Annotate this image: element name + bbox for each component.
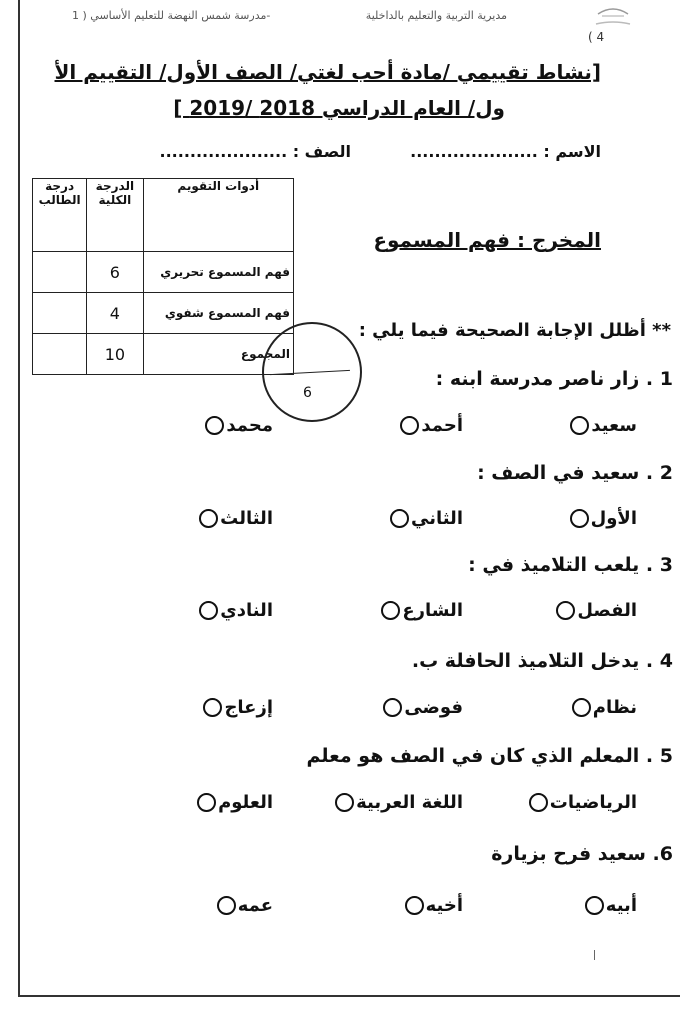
radio-circle-icon[interactable] [529,793,548,812]
option-q4-b[interactable] [383,697,463,718]
table-header-total: الدرجة الكلية [87,179,143,252]
option-q4-a[interactable] [572,697,637,718]
option-label: الرياضيات [549,792,637,813]
question-4: 4 . يدخل التلاميذ الحافلة ب. [411,650,673,672]
table-cell-student [33,334,87,375]
radio-circle-icon[interactable] [381,601,400,620]
option-label: الثالث [220,508,273,529]
radio-circle-icon[interactable] [217,896,236,915]
school-header: مدرسة شمس النهضة للتعليم الأساسي ( 1- [72,9,271,22]
class-field-label: الصف : ..................... [159,142,351,161]
option-q4-c[interactable] [203,697,273,718]
option-q6-c[interactable] [217,895,273,916]
table-cell-total: 10 [87,334,143,375]
option-label: الأول [590,508,637,529]
question-6: 6. سعيد فرح بزيارة [491,843,673,865]
question-3: 3 . يلعب التلاميذ في : [468,554,673,576]
option-label: فوضى [404,697,463,718]
option-q2-a[interactable] [570,508,637,529]
option-label: أحمد [421,415,463,436]
question-1: 1 . زار ناصر مدرسة ابنه : [435,368,673,390]
option-label: الفصل [577,600,637,621]
radio-circle-icon[interactable] [335,793,354,812]
option-q2-c[interactable] [199,508,273,529]
option-label: سعيد [591,415,637,436]
option-label: الثاني [410,508,463,529]
option-label: العلوم [218,792,273,813]
radio-circle-icon[interactable] [572,698,591,717]
table-cell-student [33,293,87,334]
question-2: 2 . سعيد في الصف : [477,462,673,484]
option-label: محمد [226,415,273,436]
option-q2-b[interactable] [390,508,463,529]
radio-circle-icon[interactable] [199,601,218,620]
radio-circle-icon[interactable] [197,793,216,812]
radio-circle-icon[interactable] [405,896,424,915]
table-cell-total: 4 [87,293,143,334]
instruction-text: ** أظلل الإجابة الصحيحة فيما يلي : [358,320,671,341]
option-label: نظام [592,697,637,718]
table-header-tools: أدوات التقويم [143,179,293,252]
page-tick-mark [594,950,595,960]
radio-circle-icon[interactable] [570,416,589,435]
page-mark: ( 4 [588,30,605,44]
title-line-2: ول/ العام الدراسي 2018 /2019 ] [173,96,505,120]
option-q5-a[interactable] [529,792,637,813]
grade-table [32,178,294,375]
option-q1-c[interactable] [205,415,273,436]
score-mark: 6 [303,385,312,401]
name-field-label: الاسم : ..................... [410,142,601,161]
question-5: 5 . المعلم الذي كان في الصف هو معلم [306,745,673,767]
option-label: أخيه [425,895,463,916]
outcome-heading: المخرج : فهم المسموع [373,228,601,252]
option-label: الشارع [402,600,463,621]
radio-circle-icon[interactable] [556,601,575,620]
radio-circle-icon[interactable] [570,509,589,528]
option-q5-b[interactable] [335,792,463,813]
title-line-1: [نشاط تقييمي /مادة أحب لغتي/ الصف الأول/ التقييم الأ [54,60,601,84]
table-cell-tool: فهم المسموع شفوي [143,293,293,334]
table-cell-tool: فهم المسموع تحريري [143,252,293,293]
option-q1-b[interactable] [400,415,463,436]
option-q3-b[interactable] [381,600,463,621]
option-label: اللغة العربية [356,792,463,813]
option-q5-c[interactable] [197,792,273,813]
table-header-student: درجة الطالب [33,179,87,252]
option-q6-a[interactable] [585,895,637,916]
radio-circle-icon[interactable] [199,509,218,528]
option-label: أبيه [605,895,637,916]
option-label: عمه [237,895,273,916]
table-cell-student [33,252,87,293]
radio-circle-icon[interactable] [585,896,604,915]
option-label: النادي [220,600,273,621]
radio-circle-icon[interactable] [205,416,224,435]
table-cell-tool: المجموع [143,334,293,375]
option-q1-a[interactable] [570,415,637,436]
option-q3-a[interactable] [556,600,637,621]
radio-circle-icon[interactable] [390,509,409,528]
radio-circle-icon[interactable] [400,416,419,435]
radio-circle-icon[interactable] [383,698,402,717]
table-cell-total: 6 [87,252,143,293]
ministry-header: مديرية التربية والتعليم بالداخلية [365,9,507,22]
option-q3-c[interactable] [199,600,273,621]
option-q6-b[interactable] [405,895,463,916]
radio-circle-icon[interactable] [203,698,222,717]
option-label: إزعاج [224,697,273,718]
